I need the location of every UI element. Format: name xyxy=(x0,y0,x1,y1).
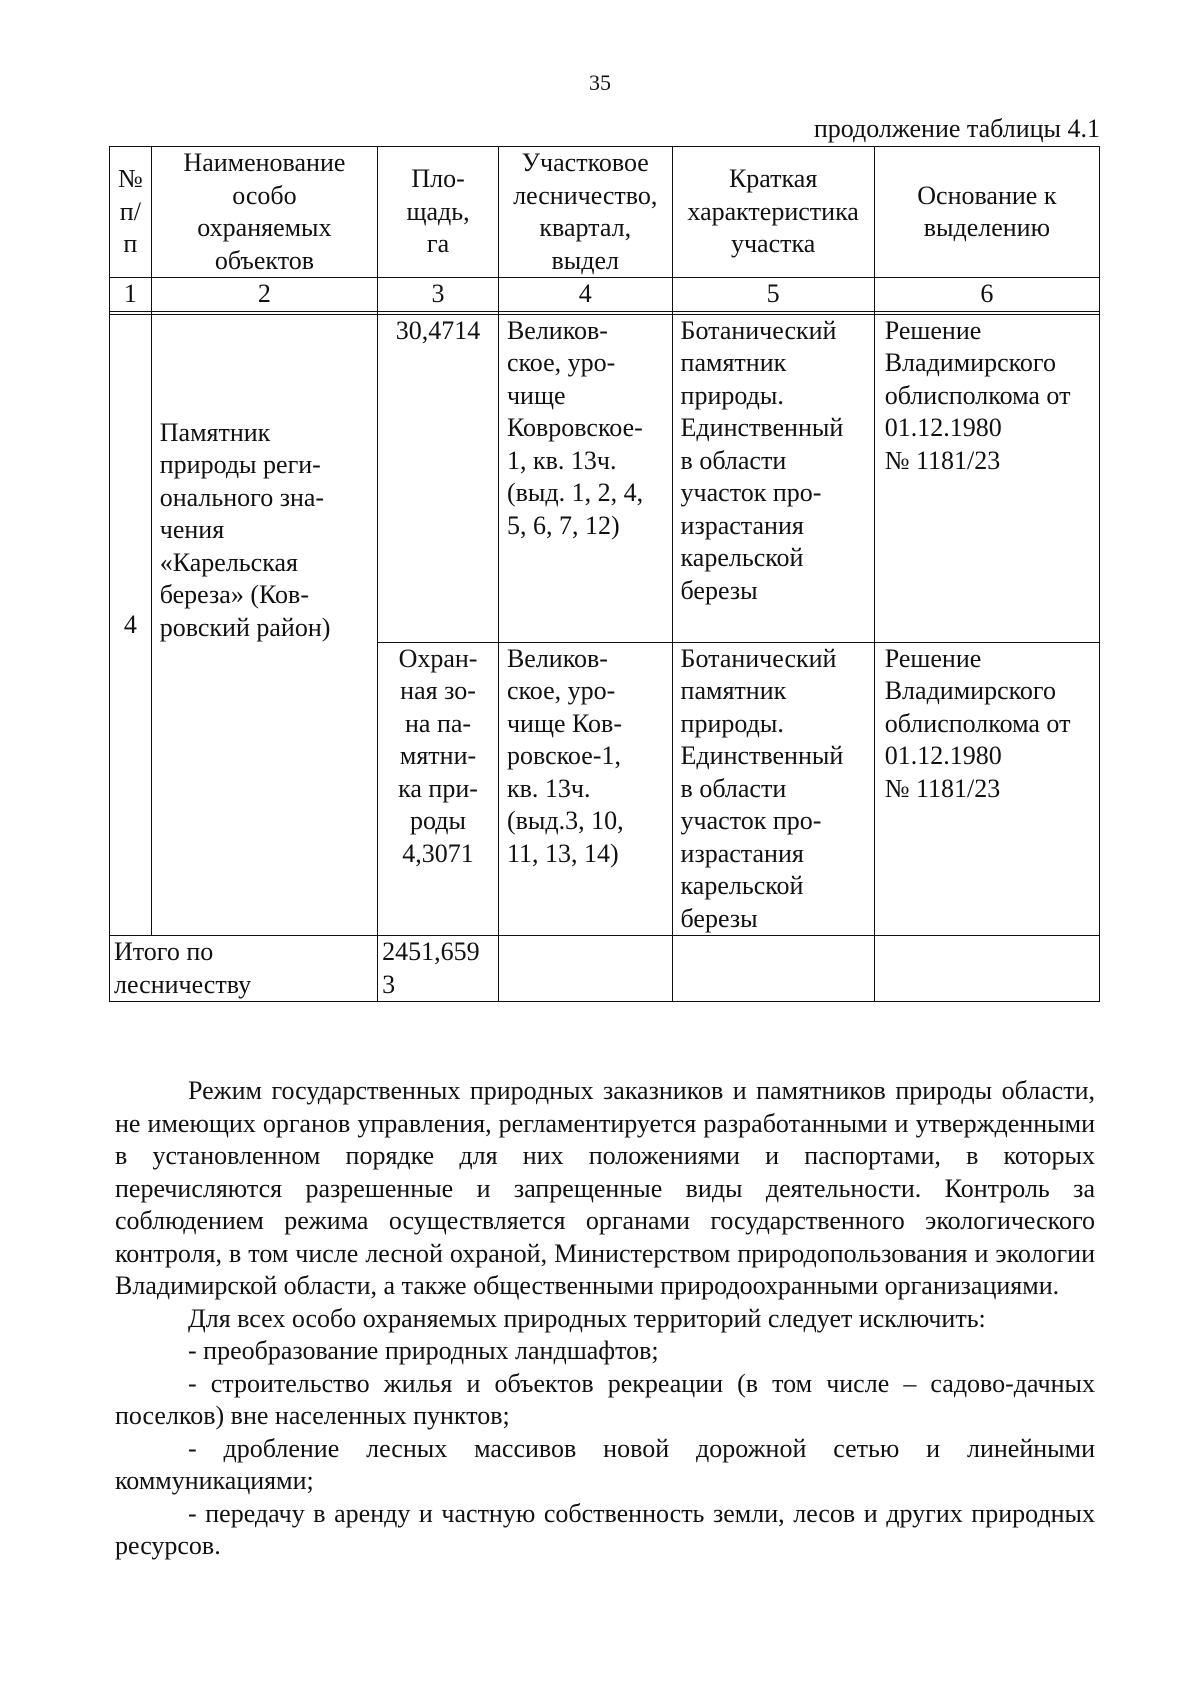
table-row xyxy=(110,314,1100,642)
column-number: 2 xyxy=(151,278,377,312)
header-number: № п/п xyxy=(110,147,152,278)
basis-cell: Решение Владимирского облисполкома от 01.12.1980 № 1181/23 xyxy=(874,314,1099,642)
column-number: 1 xyxy=(110,278,152,312)
header-basis: Основание к выделению xyxy=(874,147,1099,278)
total-area: 2451,659 3 xyxy=(378,936,499,1002)
object-name: Памятник природы реги- онального зна- чения «Карельская береза» (Ков- ровский район) xyxy=(151,314,377,936)
total-empty-cell xyxy=(498,936,672,1002)
paragraph: Для всех особо охраняемых природных территорий следует исключить: xyxy=(188,1303,986,1333)
table-header-row xyxy=(110,147,1100,278)
column-number: 3 xyxy=(378,278,499,312)
column-number: 6 xyxy=(874,278,1099,312)
basis-cell: Решение Владимирского облисполкома от 01.12.1980 № 1181/23 xyxy=(874,642,1099,936)
area-cell: Охран- ная зо- на па- мятни- ка при- роды 4,3071 xyxy=(378,642,499,936)
list-item: - строительство жилья и объектов рекреации (в том числе – садово-дачных поселков) вне населенных пунктов; xyxy=(115,1368,1095,1430)
list-item: - преобразование природных ландшафтов; xyxy=(188,1336,659,1365)
page-number: 35 xyxy=(589,70,611,95)
list-item: - передачу в аренду и частную собственность земли, лесов и других природных ресурсов. xyxy=(115,1498,1095,1560)
header-characteristic: Краткая характеристика участка xyxy=(672,147,874,278)
header-area: Пло- щадь, га xyxy=(378,147,499,278)
header-forestry: Участковое лесничество, квартал, выдел xyxy=(498,147,672,278)
protected-areas-table xyxy=(109,146,1100,1002)
area-cell: 30,4714 xyxy=(378,314,499,642)
object-number: 4 xyxy=(110,314,152,936)
paragraph: Режим государственных природных заказников и памятников природы области, не имеющих органов управления, регламентируется разработанными и утвержденными в установленном порядке для них положениями и паспортами, в которых перечисляются разрешенные и запрещенные виды деятельности. Контроль за соблюдением режима осуществляется органами государственного экологического контроля, в том числе лесной охраной, Министерством природопользования и экологии Владимирской области, а также общественными природоохранными организациями. xyxy=(115,1076,1095,1300)
list-item: - дробление лесных массивов новой дорожной сетью и линейными коммуникациями; xyxy=(115,1433,1095,1495)
header-name: Наименование особо охраняемых объектов xyxy=(151,147,377,278)
forestry-cell: Великов- ское, уро- чище Ков- ровское-1, кв. 13ч. (выд.3, 10, 11, 13, 14) xyxy=(498,642,672,936)
column-number-row xyxy=(110,278,1100,312)
column-number: 4 xyxy=(498,278,672,312)
forestry-cell: Великов- ское, уро- чище Ковровское- 1, кв. 13ч. (выд. 1, 2, 4, 5, 6, 7, 12) xyxy=(498,314,672,642)
characteristic-cell: Ботанический памятник природы. Единственный в области участок про- израстания карельской березы xyxy=(672,642,874,936)
body-text xyxy=(115,1075,1095,1563)
total-row xyxy=(110,936,1100,1002)
column-number: 5 xyxy=(672,278,874,312)
total-empty-cell xyxy=(672,936,874,1002)
characteristic-cell: Ботанический памятник природы. Единственный в области участок про- израстания карельской березы xyxy=(672,314,874,642)
total-empty-cell xyxy=(874,936,1099,1002)
table-continuation-label: продолжение таблицы 4.1 xyxy=(813,114,1100,143)
total-label: Итого по лесничеству xyxy=(110,936,378,1002)
